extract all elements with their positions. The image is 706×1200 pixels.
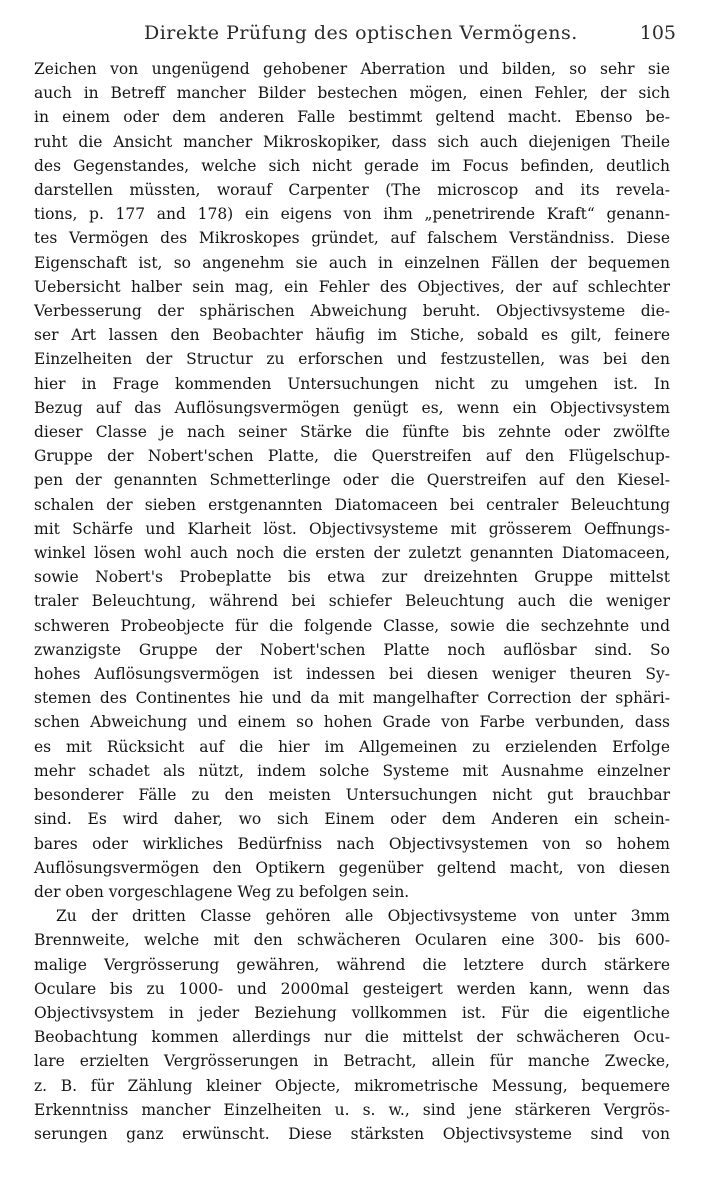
text-line: schweren Probeobjecte für die folgende Classe, sowie die sechzehnte und <box>34 616 670 635</box>
text-line: dieser Classe je nach seiner Stärke die fünfte bis zehnte oder zwölfte <box>34 423 670 442</box>
text-line: Brennweite, welche mit den schwächeren Ocularen eine 300- bis 600- <box>34 931 670 950</box>
text-line: winkel lösen wohl auch noch die ersten der zuletzt genannten Diatomaceen, <box>34 544 670 563</box>
running-title: Direkte Prüfung des optischen Vermögens. <box>144 22 578 44</box>
text-line: serungen ganz erwünscht. Diese stärksten Objectivsysteme sind von <box>34 1124 670 1143</box>
text-line: tes Vermögen des Mikroskopes gründet, auf falschem Verständniss. Diese <box>34 229 670 248</box>
text-line: mit Schärfe und Klarheit löst. Objectivsysteme mit grösserem Oeffnungs- <box>34 519 670 538</box>
text-line: in einem oder dem anderen Falle bestimmt geltend macht. Ebenso be- <box>34 108 670 127</box>
text-line: traler Beleuchtung, während bei schiefer Beleuchtung auch die weniger <box>34 592 670 611</box>
text-line: zwanzigste Gruppe der Nobert'schen Platte noch auflösbar sind. So <box>34 640 670 659</box>
text-line: z. B. für Zählung kleiner Objecte, mikrometrische Messung, bequemere <box>34 1076 670 1095</box>
text-line: lare erzielten Vergrösserungen in Betracht, allein für manche Zwecke, <box>34 1052 670 1071</box>
text-line: besonderer Fälle zu den meisten Untersuchungen nicht gut brauchbar <box>34 786 670 805</box>
page-number: 105 <box>639 22 676 44</box>
body-text <box>34 57 670 1146</box>
text-line: Objectivsystem in jeder Beziehung vollkommen ist. Für die eigentliche <box>34 1003 670 1022</box>
text-line: pen der genannten Schmetterlinge oder die Querstreifen auf den Kiesel- <box>34 471 670 490</box>
text-line: Oculare bis zu 1000- und 2000mal gesteigert werden kann, wenn das <box>34 979 670 998</box>
text-line: sowie Nobert's Probeplatte bis etwa zur dreizehnten Gruppe mittelst <box>34 568 670 587</box>
text-line-paragraph-end: der oben vorgeschlagene Weg zu befolgen sein. <box>34 882 410 901</box>
text-line: darstellen müssten, worauf Carpenter (The microscop and its revela- <box>34 181 670 200</box>
text-line: ser Art lassen den Beobachter häufig im Stiche, sobald es gilt, feinere <box>34 326 670 345</box>
text-line: hier in Frage kommenden Untersuchungen nicht zu umgehen ist. In <box>34 374 670 393</box>
text-line: Beobachtung kommen allerdings nur die mittelst der schwächeren Ocu- <box>34 1028 670 1047</box>
text-line: Uebersicht halber sein mag, ein Fehler des Objectives, der auf schlechter <box>34 277 670 296</box>
text-line: auch in Betreff mancher Bilder bestechen mögen, einen Fehler, der sich <box>34 84 670 103</box>
text-line: Gruppe der Nobert'schen Platte, die Querstreifen auf den Flügelschup- <box>34 447 670 466</box>
text-line: stemen des Continentes hie und da mit mangelhafter Correction der sphäri- <box>34 689 670 708</box>
text-line: es mit Rücksicht auf die hier im Allgemeinen zu erzielenden Erfolge <box>34 737 670 756</box>
text-line: malige Vergrösserung gewähren, während die letztere durch stärkere <box>34 955 670 974</box>
text-line: bares oder wirkliches Bedürfniss nach Objectivsystemen von so hohem <box>34 834 670 853</box>
text-line: tions, p. 177 and 178) ein eigens von ihm „penetrirende Kraft“ genann- <box>34 205 670 224</box>
text-line: Zeichen von ungenügend gehobener Aberration und bilden, so sehr sie <box>34 60 670 78</box>
text-line: Eigenschaft ist, so angenehm sie auch in einzelnen Fällen der bequemen <box>34 253 670 272</box>
text-line: Verbesserung der sphärischen Abweichung beruht. Objectivsysteme die- <box>34 302 670 321</box>
text-line: sind. Es wird daher, wo sich Einem oder dem Anderen ein schein- <box>34 810 670 829</box>
text-line: hohes Auflösungsvermögen ist indessen bei diesen weniger theuren Sy- <box>34 665 670 684</box>
text-line: Bezug auf das Auflösungsvermögen genügt es, wenn ein Objectivsystem <box>34 398 670 417</box>
text-line: Erkenntniss mancher Einzelheiten u. s. w., sind jene stärkeren Vergrös- <box>34 1100 670 1119</box>
text-line: schen Abweichung und einem so hohen Grade von Farbe verbunden, dass <box>34 713 670 732</box>
text-line: schalen der sieben erstgenannten Diatomaceen bei centraler Beleuchtung <box>34 495 670 514</box>
text-line: Auflösungsvermögen den Optikern gegenüber geltend macht, von diesen <box>34 858 670 877</box>
text-line: mehr schadet als nützt, indem solche Systeme mit Ausnahme einzelner <box>34 761 670 780</box>
text-line: Einzelheiten der Structur zu erforschen und festzustellen, was bei den <box>34 350 670 369</box>
running-header <box>0 22 706 52</box>
text-line: ruht die Ansicht mancher Mikroskopiker, dass sich auch diejenigen Theile <box>34 132 670 151</box>
text-line: des Gegenstandes, welche sich nicht gerade im Focus befinden, deutlich <box>34 156 670 175</box>
text-line-paragraph-start: Zu der dritten Classe gehören alle Objectivsysteme von unter 3mm <box>56 907 670 926</box>
